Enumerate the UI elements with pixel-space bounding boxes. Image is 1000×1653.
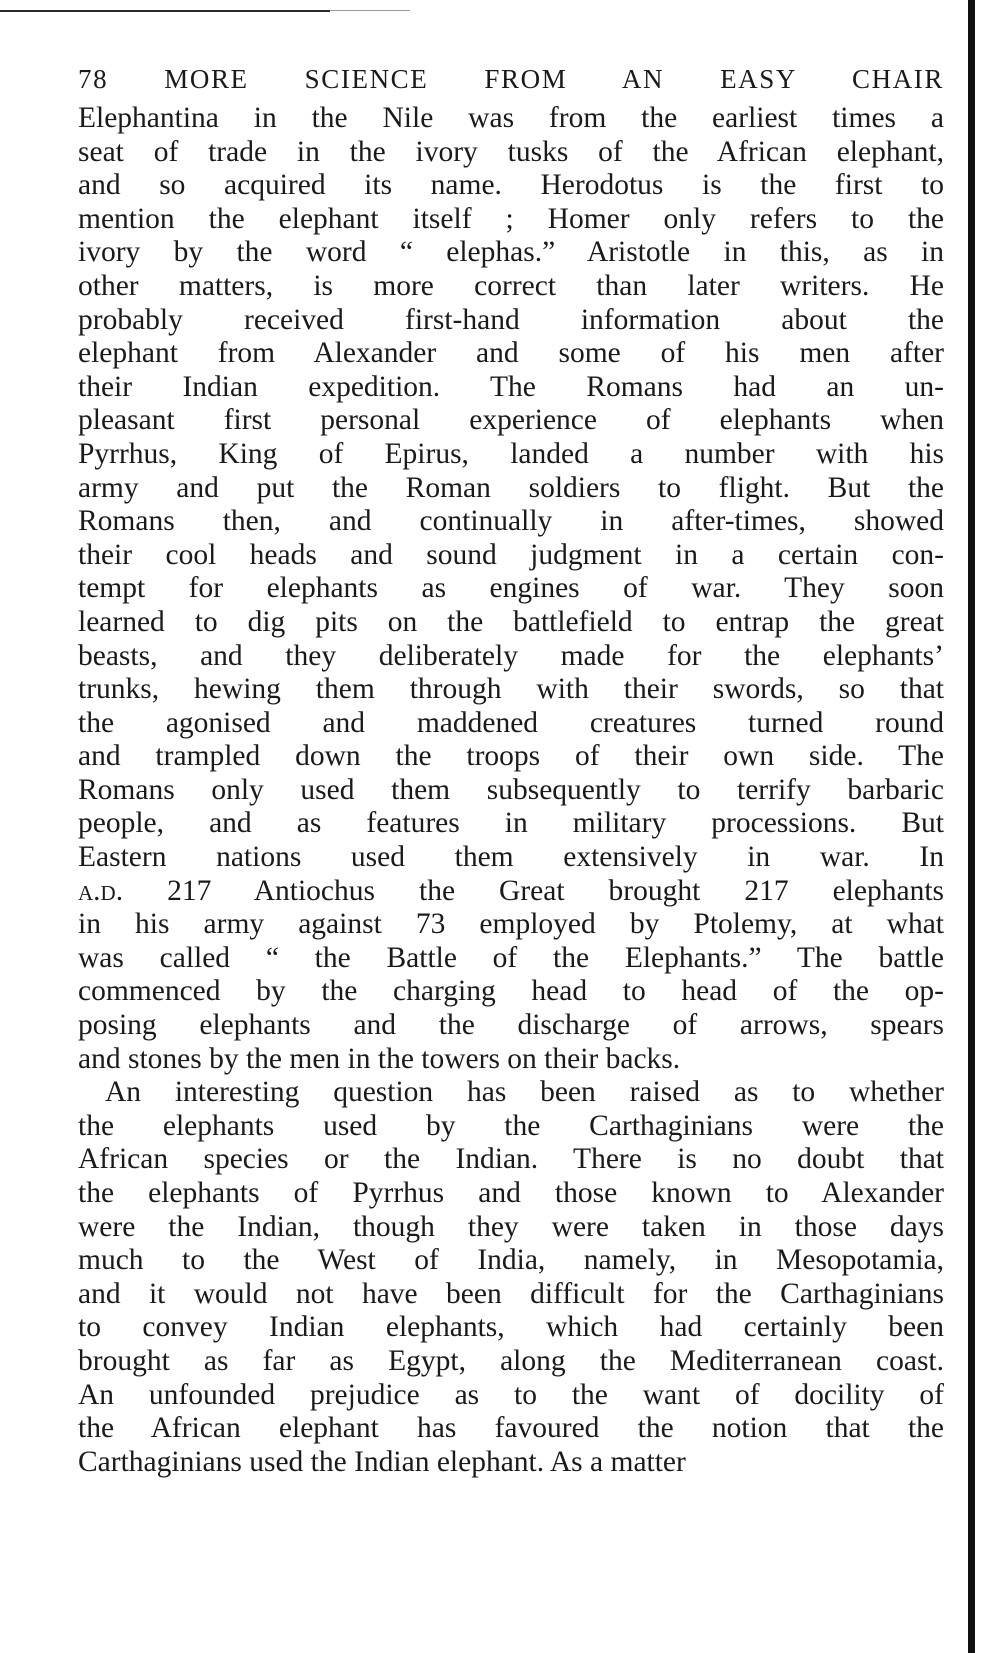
text-line: Eastern nations used them extensively in war. In	[78, 841, 944, 874]
text-line: brought as far as Egypt, along the Mediterranean coast.	[78, 1344, 944, 1377]
text-line: elephant from Alexander and some of his men after	[78, 337, 944, 370]
text-line: in his army against 73 employed by Ptolemy, at what	[78, 908, 944, 941]
text-line: Romans then, and continually in after-times, showed	[78, 505, 944, 538]
running-head	[78, 62, 944, 96]
text-line: and stones by the men in the towers on their backs.	[78, 1042, 681, 1075]
text-line: pleasant first personal experience of elephants when	[78, 404, 944, 437]
text-line: beasts, and they deliberately made for the elephants’	[78, 639, 944, 672]
running-title: MORE SCIENCE FROM AN EASY CHAIR	[164, 64, 944, 94]
top-rule	[0, 10, 330, 12]
text-line: the agonised and maddened creatures turned round	[78, 706, 944, 739]
text-line: and so acquired its name. Herodotus is the first to	[78, 169, 944, 202]
text-line: was called “ the Battle of the Elephants.” The battle	[78, 941, 944, 974]
text-line: Romans only used them subsequently to terrify barbaric	[78, 773, 944, 806]
book-page	[78, 62, 944, 1479]
text-line: the elephants used by the Carthaginians were the	[78, 1109, 944, 1142]
paragraph	[78, 1076, 944, 1479]
text-line: mention the elephant itself ; Homer only refers to the	[78, 202, 944, 235]
text-line: Elephantina in the Nile was from the earliest times a	[78, 102, 944, 134]
text-line: posing elephants and the discharge of arrows, spears	[78, 1009, 944, 1042]
paragraph	[78, 102, 944, 1076]
top-rule-fade	[330, 10, 410, 11]
text-line: An interesting question has been raised as to whether	[105, 1076, 944, 1109]
text-line: Pyrrhus, King of Epirus, landed a number with his	[78, 437, 944, 470]
body-text	[78, 102, 944, 1479]
text-line: people, and as features in military processions. But	[78, 807, 944, 840]
text-line: and it would not have been difficult for the Carthaginians	[78, 1277, 944, 1310]
text-line: their Indian expedition. The Romans had an un-	[78, 370, 944, 403]
text-line: their cool heads and sound judgment in a certain con-	[78, 538, 944, 571]
text-line: army and put the Roman soldiers to flight. But the	[78, 471, 944, 504]
text-line: learned to dig pits on the battlefield to entrap the great	[78, 605, 944, 638]
text-line: ivory by the word “ elephas.” Aristotle in this, as in	[78, 236, 944, 269]
page-number: 78	[78, 64, 109, 94]
text-line: probably received first-hand information about the	[78, 303, 944, 336]
text-line: a.d. 217 Antiochus the Great brought 217 elephants	[78, 874, 944, 907]
text-line: the African elephant has favoured the notion that the	[78, 1412, 944, 1445]
text-line: African species or the Indian. There is no doubt that	[78, 1143, 944, 1176]
text-line: Carthaginians used the Indian elephant. As a matter	[78, 1445, 686, 1478]
text-line: trunks, hewing them through with their swords, so that	[78, 673, 944, 706]
text-line: seat of trade in the ivory tusks of the African elephant,	[78, 135, 944, 168]
text-line: and trampled down the troops of their own side. The	[78, 740, 944, 773]
text-line: the elephants of Pyrrhus and those known to Alexander	[78, 1177, 944, 1209]
text-line: to convey Indian elephants, which had certainly been	[78, 1311, 944, 1344]
text-line: other matters, is more correct than later writers. He	[78, 269, 944, 302]
text-line: An unfounded prejudice as to the want of docility of	[78, 1378, 944, 1411]
page-edge-bar	[968, 0, 975, 1653]
era-abbreviation: a.d.	[78, 874, 124, 907]
text-line: commenced by the charging head to head of the op-	[78, 975, 944, 1008]
text-line: tempt for elephants as engines of war. They soon	[78, 572, 944, 605]
text-line: much to the West of India, namely, in Mesopotamia,	[78, 1244, 944, 1277]
text-line: were the Indian, though they were taken in those days	[78, 1210, 944, 1243]
